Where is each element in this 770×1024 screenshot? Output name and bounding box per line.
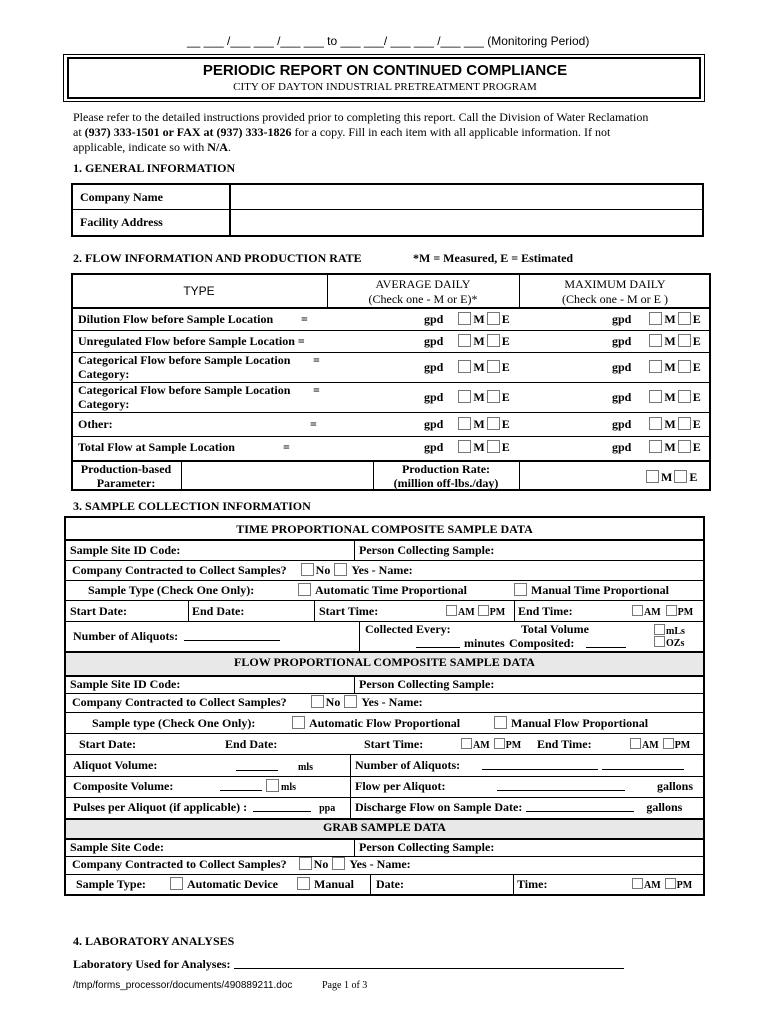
col-type-header: TYPE xyxy=(183,284,215,298)
time-start-ampm xyxy=(446,605,505,618)
flow-row-sub: Category: xyxy=(78,367,130,381)
measured-checkbox[interactable] xyxy=(458,417,471,430)
measured-checkbox[interactable] xyxy=(458,440,471,453)
estimated-checkbox[interactable] xyxy=(678,440,691,453)
e-label: E xyxy=(692,334,701,348)
divider xyxy=(354,539,355,560)
company-name-label: Company Name xyxy=(80,190,163,204)
lab-used-input[interactable] xyxy=(234,957,624,969)
am-checkbox[interactable] xyxy=(632,605,643,616)
intro-text: applicable, indicate so with xyxy=(73,140,208,154)
flow-per-aliquot-label: Flow per Aliquot: xyxy=(355,779,446,793)
aliquot-volume-input[interactable] xyxy=(236,759,278,771)
composited-row xyxy=(509,636,626,651)
gallons-unit: gallons xyxy=(646,800,683,814)
flow-row-label: Categorical Flow before Sample Location xyxy=(78,353,291,367)
auto-flow-label: Automatic Flow Proportional xyxy=(309,716,461,730)
no-checkbox[interactable] xyxy=(301,563,314,576)
composite-mls-checkbox[interactable] xyxy=(266,779,279,792)
num-aliquots-label: Number of Aliquots: xyxy=(355,758,461,772)
section1-heading: 1. GENERAL INFORMATION xyxy=(73,161,236,175)
ozs-option-label: OZs xyxy=(666,638,685,649)
m-label: M xyxy=(664,417,676,431)
am-label: AM xyxy=(644,880,661,891)
time-sample-type-label: Sample Type (Check One Only): xyxy=(88,583,255,597)
intro-line-3 xyxy=(73,140,231,155)
e-label: E xyxy=(692,312,701,326)
measured-checkbox[interactable] xyxy=(649,440,662,453)
measured-checkbox[interactable] xyxy=(649,334,662,347)
manual-flow-option[interactable] xyxy=(494,716,648,731)
flow-row-eq: = xyxy=(313,383,320,397)
manual-flow-label: Manual Flow Proportional xyxy=(511,716,649,730)
estimated-checkbox[interactable] xyxy=(487,417,500,430)
pm-checkbox[interactable] xyxy=(663,738,674,749)
grab-date-label: Date: xyxy=(376,877,404,891)
automatic-device-option[interactable] xyxy=(170,877,278,892)
m-label: M xyxy=(473,417,485,431)
yes-name-label: Yes - Name: xyxy=(361,695,423,709)
flow-row-eq: = xyxy=(283,440,290,454)
estimated-checkbox[interactable] xyxy=(678,334,691,347)
m-label: M xyxy=(473,360,485,374)
measured-checkbox[interactable] xyxy=(649,312,662,325)
estimated-checkbox[interactable] xyxy=(678,417,691,430)
gpd-unit: gpd xyxy=(424,417,444,431)
total-volume-label: Total Volume xyxy=(521,622,589,636)
divider xyxy=(188,600,189,621)
manual-time-option[interactable] xyxy=(514,583,669,598)
automatic-device-checkbox[interactable] xyxy=(170,877,183,890)
gpd-unit: gpd xyxy=(424,360,444,374)
flow-num-aliquots-input-2[interactable] xyxy=(602,758,684,770)
flow-end-ampm xyxy=(630,738,690,751)
pm-checkbox[interactable] xyxy=(665,878,676,889)
time-end-time-label: End Time: xyxy=(518,604,573,618)
flow-person-label: Person Collecting Sample: xyxy=(359,677,495,691)
m-label: M xyxy=(473,390,485,404)
e-label: E xyxy=(692,360,701,374)
auto-time-option[interactable] xyxy=(298,583,467,598)
time-person-label: Person Collecting Sample: xyxy=(359,543,495,557)
gpd-unit: gpd xyxy=(612,440,632,454)
m-label: M xyxy=(664,440,676,454)
divider xyxy=(66,580,703,581)
gpd-unit: gpd xyxy=(424,334,444,348)
estimated-checkbox[interactable] xyxy=(487,312,500,325)
production-param-label-2: Parameter: xyxy=(96,476,156,490)
time-start-date-label: Start Date: xyxy=(70,604,127,618)
measured-checkbox[interactable] xyxy=(458,334,471,347)
flow-per-aliquot-input[interactable] xyxy=(497,779,625,791)
pulses-row xyxy=(73,800,335,815)
grab-site-code-label: Sample Site Code: xyxy=(70,840,164,854)
gpd-max-row-5 xyxy=(612,440,701,455)
automatic-device-label: Automatic Device xyxy=(187,877,278,891)
divider xyxy=(181,460,182,491)
intro-line-2 xyxy=(73,125,610,140)
section4-heading: 4. LABORATORY ANALYSES xyxy=(73,934,235,948)
flow-row-eq: = xyxy=(310,417,317,431)
ppa-unit: ppa xyxy=(319,803,336,814)
measured-checkbox[interactable] xyxy=(458,312,471,325)
flow-legend: *M = Measured, E = Estimated xyxy=(413,251,574,265)
footer-page: Page 1 of 3 xyxy=(322,980,368,991)
flow-start-date-label: Start Date: xyxy=(79,737,136,751)
flow-row-label: Total Flow at Sample Location xyxy=(78,440,235,454)
manual-option[interactable] xyxy=(297,877,354,892)
divider xyxy=(71,307,711,309)
flow-row-sub: Category: xyxy=(78,397,130,411)
gpd-unit: gpd xyxy=(424,390,444,404)
gpd-max-row-4 xyxy=(612,417,701,432)
manual-checkbox[interactable] xyxy=(297,877,310,890)
flow-row-label: Unregulated Flow before Sample Location = xyxy=(78,334,305,348)
e-label: E xyxy=(692,440,701,454)
flow-row-label: Dilution Flow before Sample Location xyxy=(78,312,274,326)
measured-checkbox[interactable] xyxy=(649,417,662,430)
pm-label: PM xyxy=(674,740,691,751)
ozs-checkbox[interactable] xyxy=(654,636,665,647)
production-rate-label-1: Production Rate: xyxy=(401,462,491,476)
divider xyxy=(513,874,514,894)
composited-input[interactable] xyxy=(586,636,626,648)
flow-per-aliquot-field xyxy=(497,779,693,794)
grab-person-label: Person Collecting Sample: xyxy=(359,840,495,854)
facility-address-input[interactable] xyxy=(233,211,701,234)
col-avg-header: AVERAGE DAILY xyxy=(375,277,471,291)
estimated-checkbox[interactable] xyxy=(487,334,500,347)
estimated-checkbox[interactable] xyxy=(674,470,687,483)
yes-checkbox[interactable] xyxy=(344,695,357,708)
flow-row-eq: = xyxy=(301,312,308,326)
divider xyxy=(66,776,703,777)
manual-time-label: Manual Time Proportional xyxy=(531,583,670,597)
divider xyxy=(66,693,703,694)
flow-num-aliquots-input[interactable] xyxy=(482,758,598,770)
mls-checkbox[interactable] xyxy=(654,624,665,635)
pm-checkbox[interactable] xyxy=(478,605,489,616)
estimated-checkbox[interactable] xyxy=(487,390,500,403)
ozs-option xyxy=(654,636,684,649)
gallons-unit: gallons xyxy=(657,779,694,793)
no-label: No xyxy=(313,857,329,871)
flow-end-date-label: End Date: xyxy=(225,737,278,751)
am-checkbox[interactable] xyxy=(461,738,472,749)
divider xyxy=(66,754,703,755)
m-label: M xyxy=(664,390,676,404)
e-label: E xyxy=(689,470,698,484)
intro-text: for a copy. Fill in each item with all applicable information. If not xyxy=(291,125,611,139)
flow-site-id-label: Sample Site ID Code: xyxy=(70,677,181,691)
collected-every-label: Collected Every: xyxy=(365,622,451,636)
num-aliquots-label: Number of Aliquots: xyxy=(73,629,179,643)
m-label: M xyxy=(664,334,676,348)
estimated-checkbox[interactable] xyxy=(678,312,691,325)
gpd-avg-row-3 xyxy=(424,390,510,405)
auto-time-checkbox[interactable] xyxy=(298,583,311,596)
am-label: AM xyxy=(458,607,475,618)
pulses-input[interactable] xyxy=(253,800,311,812)
no-checkbox[interactable] xyxy=(311,695,324,708)
gpd-avg-row-1 xyxy=(424,334,510,349)
pm-checkbox[interactable] xyxy=(666,605,677,616)
minutes-label: minutes xyxy=(464,636,505,650)
gpd-unit: gpd xyxy=(612,360,632,374)
divider xyxy=(66,651,703,653)
page-title: PERIODIC REPORT ON CONTINUED COMPLIANCE xyxy=(202,62,568,79)
e-label: E xyxy=(692,390,701,404)
divider xyxy=(66,874,703,875)
time-prop-title: TIME PROPORTIONAL COMPOSITE SAMPLE DATA xyxy=(236,522,533,536)
flow-row-label: Categorical Flow before Sample Location xyxy=(78,383,291,397)
lab-used-label: Laboratory Used for Analyses: xyxy=(73,957,231,971)
gpd-unit: gpd xyxy=(612,334,632,348)
divider xyxy=(66,539,703,541)
estimated-checkbox[interactable] xyxy=(678,360,691,373)
mls-unit: mls xyxy=(298,762,313,773)
time-end-date-label: End Date: xyxy=(192,604,245,618)
pulses-label: Pulses per Aliquot (if applicable) : xyxy=(73,800,248,814)
divider xyxy=(66,797,703,798)
flow-end-time-label: End Time: xyxy=(537,737,592,751)
pm-label: PM xyxy=(489,607,506,618)
divider xyxy=(71,209,704,210)
flow-row-label: Other: xyxy=(78,417,113,431)
composited-label: Composited: xyxy=(509,636,575,650)
auto-flow-checkbox[interactable] xyxy=(292,716,305,729)
manual-flow-checkbox[interactable] xyxy=(494,716,507,729)
intro-text: at xyxy=(73,125,85,139)
col-max-header: MAXIMUM DAILY xyxy=(564,277,666,291)
divider xyxy=(71,436,711,437)
yes-checkbox[interactable] xyxy=(332,857,345,870)
time-num-aliquots xyxy=(73,629,280,644)
yes-name-label: Yes - Name: xyxy=(349,857,411,871)
contracted-label: Company Contracted to Collect Samples? xyxy=(72,563,287,577)
grab-title: GRAB SAMPLE DATA xyxy=(323,820,446,834)
measured-checkbox[interactable] xyxy=(649,390,662,403)
collected-every-input[interactable] xyxy=(416,636,460,648)
am-checkbox[interactable] xyxy=(630,738,641,749)
grab-contracted-row xyxy=(72,857,411,872)
time-contracted-row xyxy=(72,563,413,578)
m-label: M xyxy=(661,470,673,484)
grab-ampm xyxy=(632,878,692,891)
intro-text: . xyxy=(227,140,231,154)
gpd-avg-row-2 xyxy=(424,360,510,375)
num-aliquots-input[interactable] xyxy=(184,629,280,641)
gpd-max-row-3 xyxy=(612,390,701,405)
grab-time-label: Time: xyxy=(517,877,548,891)
auto-flow-option[interactable] xyxy=(292,716,460,731)
divider xyxy=(519,460,520,491)
grab-sample-type-label: Sample Type: xyxy=(76,877,146,891)
divider xyxy=(359,621,360,651)
flow-contracted-row xyxy=(72,695,423,710)
divider xyxy=(370,874,371,894)
auto-time-label: Automatic Time Proportional xyxy=(315,583,467,597)
mls-option-label: mLs xyxy=(666,626,685,637)
m-label: M xyxy=(473,334,485,348)
divider xyxy=(354,675,355,694)
e-label: E xyxy=(692,417,701,431)
e-label: E xyxy=(501,312,510,326)
pm-label: PM xyxy=(676,880,693,891)
flow-sample-type-label: Sample type (Check One Only): xyxy=(92,716,256,730)
flow-start-ampm xyxy=(461,738,521,751)
m-label: M xyxy=(473,440,485,454)
discharge-flow-label: Discharge Flow on Sample Date: xyxy=(355,800,523,814)
divider xyxy=(66,560,703,561)
time-end-ampm xyxy=(632,605,693,618)
intro-line-1: Please refer to the detailed instructions provided prior to completing this report. Call the Division of Water Reclamation xyxy=(73,110,649,124)
composite-volume-label: Composite Volume: xyxy=(73,779,174,793)
production-rate-label-2: (million off-lbs./day) xyxy=(393,476,499,490)
e-label: E xyxy=(501,440,510,454)
gpd-max-row-2 xyxy=(612,360,701,375)
mls-unit: mls xyxy=(281,782,296,793)
contracted-label: Company Contracted to Collect Samples? xyxy=(72,695,287,709)
am-label: AM xyxy=(642,740,659,751)
divider xyxy=(350,754,351,818)
aliquot-volume-field xyxy=(236,759,313,774)
gpd-avg-row-5 xyxy=(424,440,510,455)
col-avg-sub: (Check one - M or E)* xyxy=(368,292,478,306)
time-site-id-label: Sample Site ID Code: xyxy=(70,543,181,557)
estimated-checkbox[interactable] xyxy=(678,390,691,403)
production-param-label-1: Production-based xyxy=(80,462,172,476)
manual-time-checkbox[interactable] xyxy=(514,583,527,596)
measured-checkbox[interactable] xyxy=(458,390,471,403)
section2-heading: 2. FLOW INFORMATION AND PRODUCTION RATE xyxy=(73,251,362,265)
divider xyxy=(514,600,515,621)
am-label: AM xyxy=(473,740,490,751)
composite-volume-input[interactable] xyxy=(220,779,262,791)
pm-label: PM xyxy=(677,607,694,618)
am-checkbox[interactable] xyxy=(446,605,457,616)
intro-na: N/A xyxy=(207,140,228,154)
divider xyxy=(71,330,711,331)
e-label: E xyxy=(501,360,510,374)
company-name-input[interactable] xyxy=(233,186,701,207)
yes-checkbox[interactable] xyxy=(334,563,347,576)
aliquot-volume-label: Aliquot Volume: xyxy=(73,758,158,772)
gpd-unit: gpd xyxy=(612,312,632,326)
am-checkbox[interactable] xyxy=(632,878,643,889)
discharge-flow-row xyxy=(355,800,682,815)
no-label: No xyxy=(315,563,331,577)
no-checkbox[interactable] xyxy=(299,857,312,870)
facility-address-label: Facility Address xyxy=(80,215,163,229)
discharge-flow-input[interactable] xyxy=(526,800,634,812)
no-label: No xyxy=(325,695,341,709)
lab-used-row xyxy=(73,957,624,972)
divider xyxy=(229,183,231,237)
flow-prop-title: FLOW PROPORTIONAL COMPOSITE SAMPLE DATA xyxy=(234,655,535,669)
estimated-checkbox[interactable] xyxy=(487,360,500,373)
monitoring-period: __ ___ /___ ___ /___ ___ to ___ ___/ ___ ___ /___ ___ (Monitoring Period) xyxy=(187,34,590,48)
composite-volume-field xyxy=(220,779,296,794)
e-label: E xyxy=(501,390,510,404)
intro-phone: (937) 333-1501 or FAX at (937) 333-1826 xyxy=(84,125,292,139)
flow-num-aliquots xyxy=(355,758,684,773)
estimated-checkbox[interactable] xyxy=(487,440,500,453)
section3-heading: 3. SAMPLE COLLECTION INFORMATION xyxy=(73,499,311,513)
divider xyxy=(354,838,355,856)
divider xyxy=(66,733,703,734)
footer-path: /tmp/forms_processor/documents/490889211.doc xyxy=(73,980,293,991)
gpd-avg-row-4 xyxy=(424,417,510,432)
am-label: AM xyxy=(644,607,661,618)
divider xyxy=(66,712,703,713)
page-subtitle: CITY OF DAYTON INDUSTRIAL PRETREATMENT PROGRAM xyxy=(233,81,537,93)
gpd-max-row-1 xyxy=(612,334,701,349)
divider xyxy=(66,600,703,601)
divider xyxy=(314,600,315,621)
manual-label: Manual xyxy=(314,877,355,891)
gpd-max-row-0 xyxy=(612,312,701,327)
col-max-sub: (Check one - M or E ) xyxy=(562,292,668,306)
gpd-avg-row-0 xyxy=(424,312,510,327)
measured-checkbox[interactable] xyxy=(646,470,659,483)
measured-checkbox[interactable] xyxy=(458,360,471,373)
m-label: M xyxy=(473,312,485,326)
yes-name-label: Yes - Name: xyxy=(351,563,413,577)
m-label: M xyxy=(664,360,676,374)
gpd-unit: gpd xyxy=(612,417,632,431)
collected-every-minutes xyxy=(416,636,505,651)
contracted-label: Company Contracted to Collect Samples? xyxy=(72,857,287,871)
measured-checkbox[interactable] xyxy=(649,360,662,373)
e-label: E xyxy=(501,334,510,348)
gpd-unit: gpd xyxy=(612,390,632,404)
flow-start-time-label: Start Time: xyxy=(364,737,424,751)
pm-checkbox[interactable] xyxy=(494,738,505,749)
gpd-unit: gpd xyxy=(424,312,444,326)
gpd-unit: gpd xyxy=(424,440,444,454)
m-label: M xyxy=(664,312,676,326)
time-start-time-label: Start Time: xyxy=(319,604,379,618)
production-me xyxy=(646,470,697,485)
divider xyxy=(71,412,711,413)
e-label: E xyxy=(501,417,510,431)
pm-label: PM xyxy=(505,740,522,751)
flow-row-eq: = xyxy=(313,353,320,367)
